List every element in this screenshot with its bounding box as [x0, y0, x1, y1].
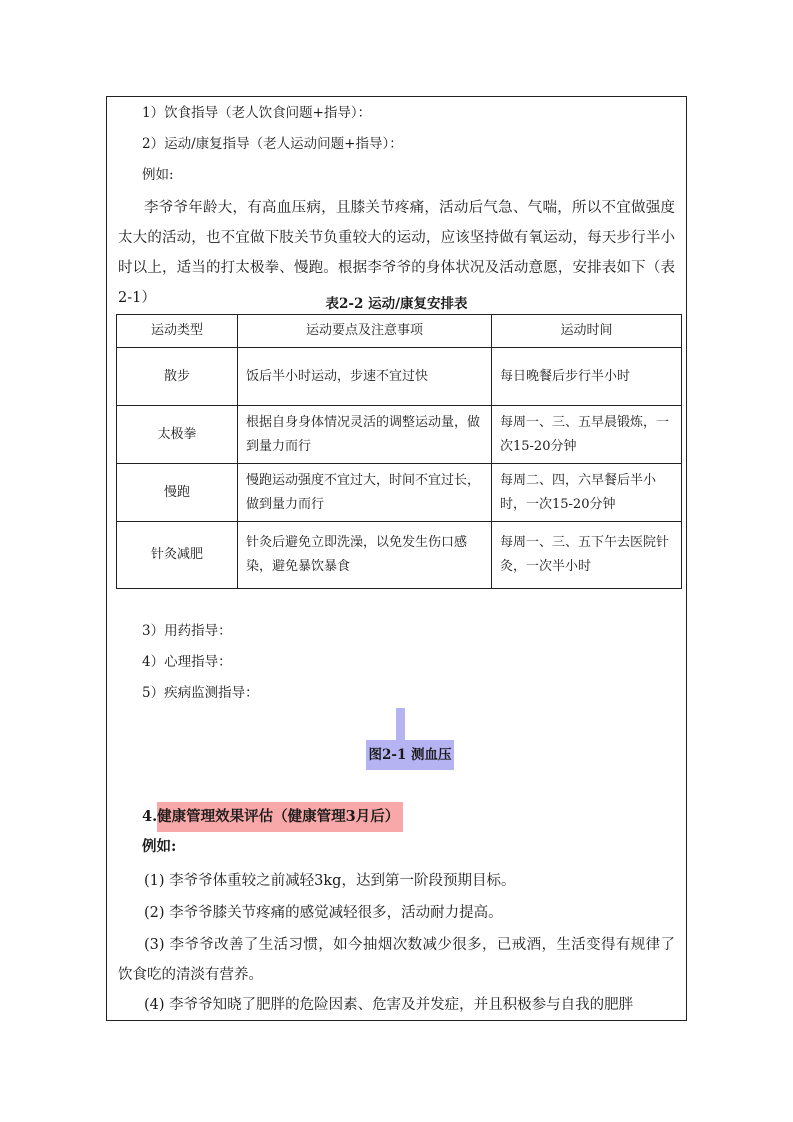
exercise-schedule-table [116, 314, 682, 589]
table-header-row [117, 315, 682, 348]
figure-placeholder-mark [396, 708, 405, 740]
exercise-guidance-label: 2）运动/康复指导（老人运动问题+指导）： [142, 136, 403, 152]
table-cell-time: 每周二、四，六早餐后半小时，一次15-20分钟 [492, 464, 682, 522]
evaluation-example-label: 例如: [142, 838, 177, 855]
table-cell-notes: 根据自身身体情况灵活的调整运动量，做到量力而行 [238, 406, 492, 464]
evaluation-heading: 4.健康管理效果评估（健康管理3月后） [142, 808, 400, 825]
table-cell-notes: 针灸后避免立即洗澡，以免发生伤口感染，避免暴饮暴食 [238, 522, 492, 589]
example-label: 例如: [142, 167, 174, 183]
evaluation-item: (2) 李爷爷膝关节疼痛的感觉减轻很多，活动耐力提高。 [144, 905, 503, 921]
table-cell-notes: 慢跑运动强度不宜过大，时间不宜过长，做到量力而行 [238, 464, 492, 522]
medication-guidance-label: 3）用药指导： [142, 623, 232, 639]
evaluation-item: (4) 李爷爷知晓了肥胖的危险因素、危害及并发症，并且积极参与自我的肥胖 [144, 997, 634, 1013]
table-header-cell: 运动类型 [117, 315, 238, 348]
table-row [117, 406, 682, 464]
table-header-cell: 运动时间 [492, 315, 682, 348]
evaluation-item: (3) 李爷爷改善了生活习惯，如今抽烟次数减少很多，已戒酒，生活变得有规律了饮食吃的清淡有营养。 [118, 937, 675, 983]
table-cell-type: 散步 [117, 348, 238, 406]
evaluation-item: (1) 李爷爷体重较之前减轻3kg，达到第一阶段预期目标。 [144, 873, 516, 889]
monitoring-guidance-label: 5）疾病监测指导： [142, 685, 259, 701]
table-row [117, 522, 682, 589]
table-cell-type: 针灸减肥 [117, 522, 238, 589]
table-cell-type: 慢跑 [117, 464, 238, 522]
psychology-guidance-label: 4）心理指导： [142, 654, 232, 670]
exercise-paragraph: 李爷爷年龄大，有高血压病，且膝关节疼痛，活动后气急、气喘，所以不宜做强度太大的活动，也不宜做下肢关节负重较大的运动，应该坚持做有氧运动，每天步行半小时以上，适当的打太极拳、慢跑。根据李爷爷的身体状况及活动意愿，安排表如下（表2-1） [118, 200, 675, 306]
table-cell-time: 每日晚餐后步行半小时 [492, 348, 682, 406]
figure-caption: 图2-1 测血压 [366, 740, 454, 770]
table-cell-time: 每周一、三、五早晨锻炼，一次15-20分钟 [492, 406, 682, 464]
table-cell-type: 太极拳 [117, 406, 238, 464]
table-cell-time: 每周一、三、五下午去医院针灸，一次半小时 [492, 522, 682, 589]
diet-guidance-label: 1）饮食指导（老人饮食问题+指导）： [142, 105, 372, 121]
table-row [117, 348, 682, 406]
table-row [117, 464, 682, 522]
table-caption: 表2-2 运动/康复安排表 [325, 296, 468, 312]
table-cell-notes: 饭后半小时运动，步速不宜过快 [238, 348, 492, 406]
table-header-cell: 运动要点及注意事项 [238, 315, 492, 348]
